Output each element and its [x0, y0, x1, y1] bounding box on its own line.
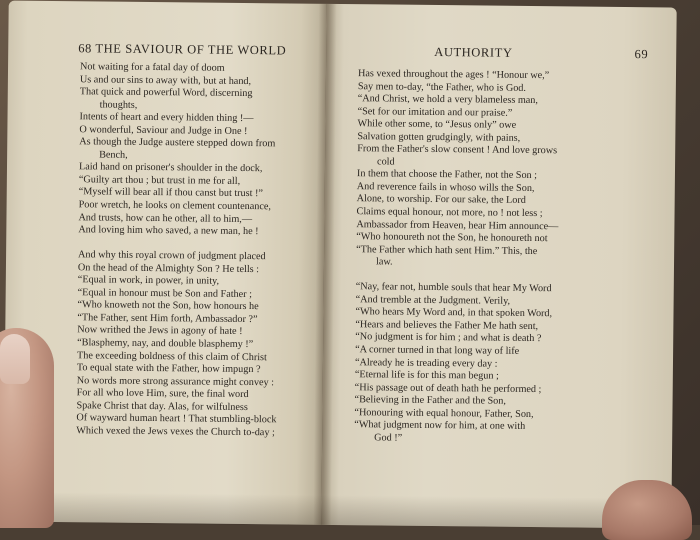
- left-thumbnail-nail: [0, 334, 30, 384]
- left-page-number: 68: [78, 41, 93, 56]
- text-line: To equal state with the Father, how impugn ?: [76, 362, 261, 376]
- right-running-title: AUTHORITY: [434, 44, 513, 60]
- text-line: That quick and powerful Word, discerning: [79, 86, 253, 100]
- text-line: “Who honoureth not the Son, he honoureth not: [356, 231, 548, 245]
- text-line: No words more strong assurance might convey :: [76, 374, 275, 388]
- text-line: Poor wretch, he looks on clement countenance,: [78, 199, 272, 213]
- text-line: God !”: [374, 432, 403, 444]
- text-line: “Believing in the Father and the Son,: [354, 394, 507, 407]
- text-line: “The Father, sent Him forth, Ambassador ?”: [77, 312, 258, 326]
- text-line: “Who knoweth not the Son, how honours he: [77, 299, 259, 313]
- text-line: Not waiting for a fatal day of doom: [79, 61, 225, 74]
- text-line: Claims equal honour, not more, no ! not less ;: [356, 206, 543, 220]
- text-line: Intents of heart and every hidden thing !—: [79, 111, 254, 125]
- text-line: Of wayward human heart ! That stumbling-block: [76, 412, 277, 426]
- text-line: Spake Christ that day. Alas, for wilfulness: [76, 400, 248, 413]
- text-line: The exceeding boldness of this claim of Christ: [76, 349, 267, 363]
- text-line: As though the Judge austere stepped down from: [79, 136, 276, 150]
- text-line: “Equal in honour must be Son and Father ;: [77, 287, 253, 300]
- text-line: While other some, to “Jesus only” owe: [357, 118, 517, 132]
- text-line: “Honouring with equal honour, Father, Son,: [354, 406, 534, 420]
- text-line: Salvation gotten grudgingly, with pains,: [357, 130, 521, 144]
- text-line: law.: [375, 256, 393, 268]
- text-line: O wonderful, Saviour and Judge in One !: [79, 123, 248, 137]
- text-line: “His passage out of death hath he performed ;: [354, 381, 542, 395]
- text-line: “Myself will bear all if thou canst but trust !”: [78, 186, 263, 200]
- text-line: “A corner turned in that long way of life: [355, 344, 520, 357]
- text-line: “And tremble at the Judgment. Verily,: [355, 294, 511, 307]
- left-running-title: THE SAVIOUR OF THE WORLD: [95, 41, 287, 58]
- text-line: “Already he is treading every day :: [354, 356, 498, 370]
- text-line: “The Father which hath sent Him.” This, the: [356, 243, 538, 257]
- text-line: Alone, to worship. For our sake, the Lord: [356, 193, 526, 207]
- text-line: “Blasphemy, nay, and double blasphemy !”: [77, 337, 254, 351]
- text-line: Us and our sins to away with, but at hand,: [79, 73, 252, 87]
- text-line: “Eternal life is for this man begun ;: [354, 369, 499, 382]
- text-line: And loving him who saved, a new man, he !: [78, 224, 259, 238]
- text-line: “Who hears My Word and, in that spoken Word,: [355, 306, 553, 320]
- text-line: “Guilty art thou ; but trust in me for all,: [78, 174, 241, 187]
- text-line: Bench,: [99, 149, 128, 161]
- text-line: Has vexed throughout the ages ! “Honour we,”: [357, 68, 550, 82]
- text-line: On the head of the Almighty Son ? He tells :: [77, 262, 260, 275]
- text-line: “Nay, fear not, humble souls that hear My Word: [355, 281, 552, 295]
- text-line: For all who love Him, sure, the final word: [76, 387, 249, 401]
- text-line: “Set for our imitation and our praise.”: [357, 105, 513, 119]
- text-line: And reverence fails in whoso wills the Son,: [356, 181, 535, 194]
- text-line: cold: [377, 156, 395, 168]
- text-line: Ambassador from Heaven, hear Him announce—: [356, 218, 559, 232]
- text-line: From the Father's slow consent ! And love grows: [357, 143, 558, 157]
- text-line: “What judgment now for him, at one with: [354, 419, 526, 433]
- left-page-text: [76, 61, 280, 439]
- text-line: thoughts,: [99, 99, 138, 111]
- text-line: “Equal in work, in power, in unity,: [77, 274, 220, 288]
- text-line: Laid hand on prisoner's shoulder in the dock,: [78, 161, 263, 175]
- open-book: [3, 1, 676, 529]
- text-line: “And Christ, we hold a very blameless man,: [357, 93, 539, 107]
- text-line: “Hears and believes the Father Me hath sent,: [355, 319, 539, 333]
- text-line: Say men to-day, “the Father, who is God.: [357, 80, 527, 94]
- text-line: In them that choose the Father, not the Son ;: [356, 168, 538, 182]
- text-line: And trusts, how can he other, all to him,—: [78, 211, 253, 225]
- right-page-text: [354, 68, 560, 447]
- right-page-number: 69: [634, 47, 649, 62]
- right-running-head: [434, 44, 649, 62]
- text-line: Now writhed the Jews in agony of hate !: [77, 324, 243, 338]
- right-page: [321, 4, 676, 529]
- text-line: And why this royal crown of judgment placed: [78, 249, 266, 263]
- text-line: Which vexed the Jews vexes the Church to-day ;: [76, 425, 275, 439]
- text-line: “No judgment is for him ; and what is death ?: [355, 331, 542, 345]
- left-running-head: [78, 41, 286, 58]
